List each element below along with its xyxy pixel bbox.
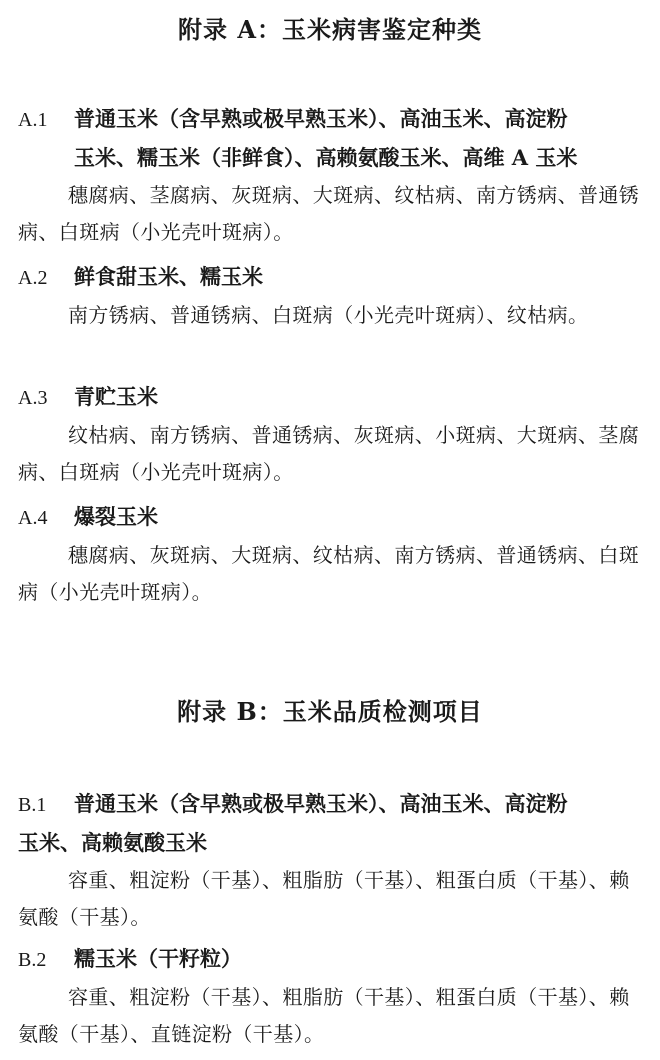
item-heading [0, 498, 660, 537]
appendix-a-title: 附录 A：玉米病害鉴定种类 [178, 15, 482, 44]
item-heading [0, 785, 660, 862]
appendix-a-item-1 [0, 100, 660, 251]
item-number: A.2 [18, 267, 48, 289]
appendix-b-item-1 [0, 785, 660, 936]
item-label-line2: 玉米、高赖氨酸玉米 [18, 830, 207, 855]
item-body: 纹枯病、南方锈病、普通锈病、灰斑病、小斑病、大斑病、茎腐病、白斑病（小光壳叶斑病）。 [18, 423, 640, 484]
item-heading [0, 100, 660, 177]
item-heading [0, 940, 660, 979]
item-label: 青贮玉米 [74, 384, 158, 409]
item-body: 穗腐病、灰斑病、大斑病、纹枯病、南方锈病、普通锈病、白斑病（小光壳叶斑病）。 [18, 543, 640, 604]
item-number: A.4 [18, 507, 48, 529]
item-label: 糯玉米（干籽粒） [74, 946, 242, 971]
item-label-line2: 玉米、糯玉米（非鲜食）、高赖氨酸玉米、高维 A 玉米 [74, 145, 578, 170]
item-number: B.1 [18, 794, 47, 816]
item-body: 容重、粗淀粉（干基）、粗脂肪（干基）、粗蛋白质（干基）、赖氨酸（干基）、直链淀粉（干基）。 [18, 985, 630, 1046]
item-label-line1: 普通玉米（含早熟或极早熟玉米）、高油玉米、高淀粉 [74, 791, 568, 816]
item-number: A.3 [18, 387, 48, 409]
item-label-line1: 普通玉米（含早熟或极早熟玉米）、高油玉米、高淀粉 [74, 106, 568, 131]
item-heading [0, 378, 660, 417]
item-body: 容重、粗淀粉（干基）、粗脂肪（干基）、粗蛋白质（干基）、赖氨酸（干基）。 [18, 868, 630, 929]
item-body: 南方锈病、普通锈病、白斑病（小光壳叶斑病）、纹枯病。 [68, 303, 589, 327]
item-label: 爆裂玉米 [74, 504, 158, 529]
appendix-a-item-3 [0, 378, 660, 491]
item-heading [0, 258, 660, 297]
item-body: 穗腐病、茎腐病、灰斑病、大斑病、纹枯病、南方锈病、普通锈病、白斑病（小光壳叶斑病）。 [18, 183, 640, 244]
appendix-a-item-2 [0, 258, 660, 334]
item-number: B.2 [18, 949, 47, 971]
appendix-b-title: 附录 B：玉米品质检测项目 [177, 697, 483, 726]
appendix-b-item-2 [0, 940, 660, 1053]
item-number: A.1 [18, 109, 48, 131]
item-label: 鲜食甜玉米、糯玉米 [74, 264, 263, 289]
appendix-a-item-4 [0, 498, 660, 611]
